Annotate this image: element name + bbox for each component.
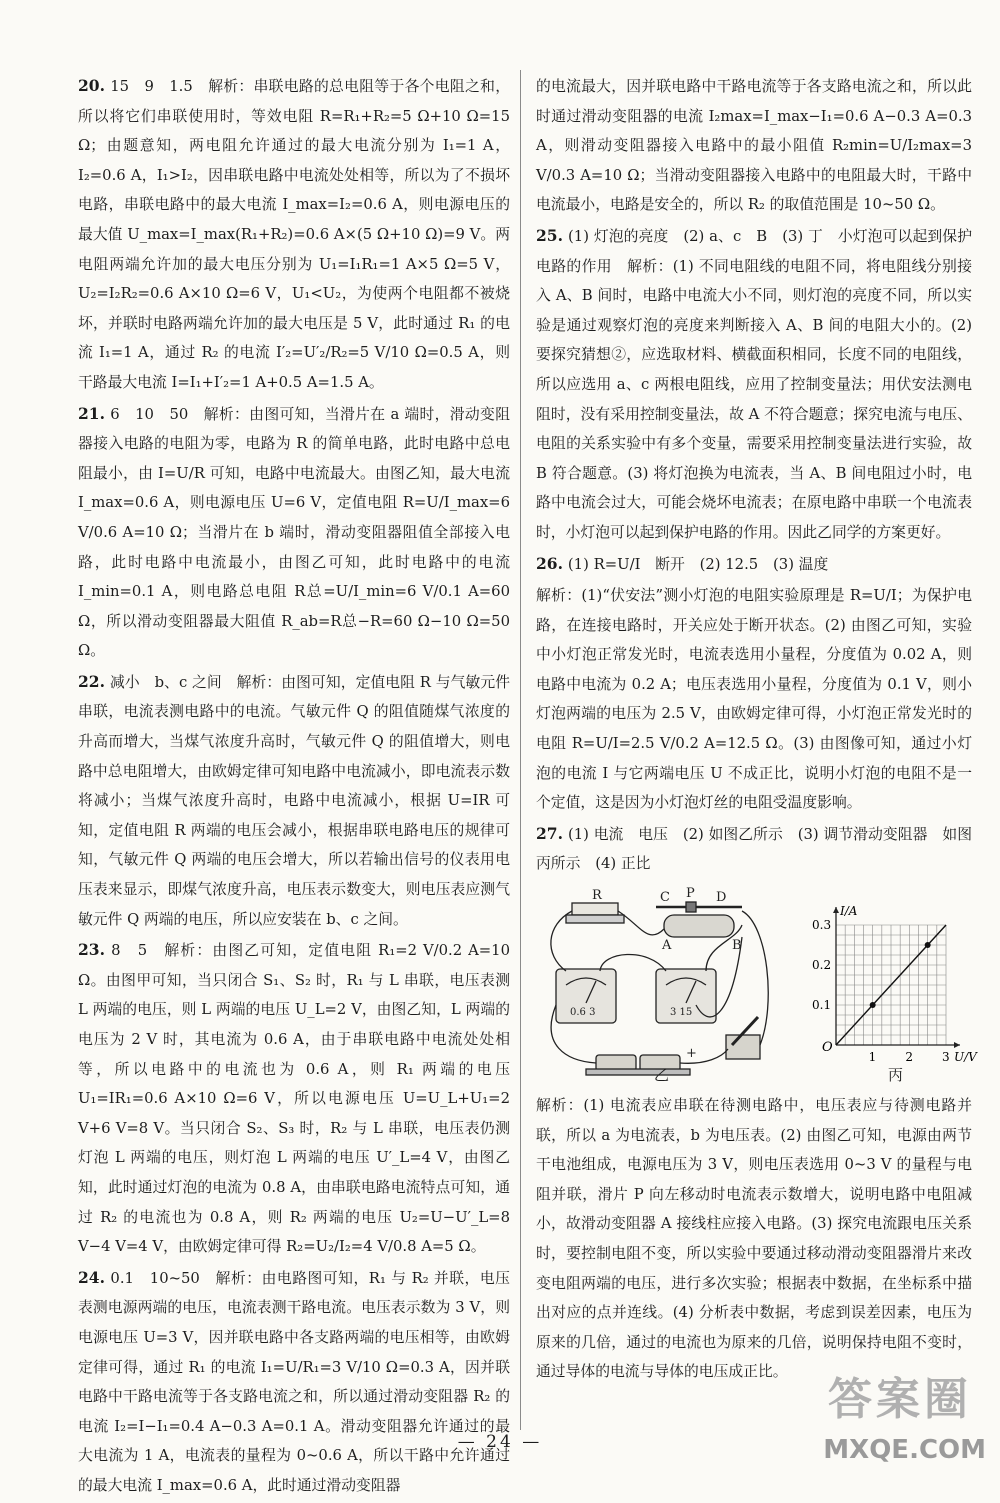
voltmeter-scale-label: 3 15: [670, 1007, 693, 1019]
y-axis-label: I/A: [840, 904, 858, 919]
question-number: 25.: [536, 225, 563, 245]
origin-label: O: [822, 1040, 833, 1056]
resistor-r: [572, 903, 618, 915]
x-tick-label: 3: [942, 1050, 950, 1065]
question-answer-text: (1) 电流 电压 (2) 如图乙所示 (3) 调节滑动变阻器 如图丙所示 (4) 正比: [536, 825, 972, 873]
question-27-analysis: [536, 1091, 972, 1387]
column-divider: [520, 70, 521, 1430]
question-number: 23.: [78, 940, 105, 960]
question-26: [536, 550, 972, 580]
y-tick-label: 0.2: [812, 958, 832, 973]
watermark-url: MXQE.COM: [823, 1435, 986, 1465]
data-point: [870, 1002, 876, 1008]
question-24-continued: [536, 72, 972, 220]
question-25: [536, 222, 972, 548]
figures-svg: [536, 885, 977, 1085]
label-r: R: [592, 888, 602, 904]
x-tick-label: 1: [868, 1050, 877, 1065]
battery-base: [586, 1069, 690, 1075]
watermark-logo: 答案圈: [828, 1374, 972, 1425]
label-c: C: [660, 890, 670, 906]
y-axis-arrow: [833, 907, 839, 913]
page-number: — 24 —: [457, 1432, 543, 1452]
data-point: [925, 942, 931, 948]
question-number: 21.: [78, 403, 105, 423]
figures-row: [536, 885, 977, 1085]
question-answer-text: 8 5 解析：由图乙可知，定值电阻 R₁=2 V/0.2 A=10 Ω。由图甲可知，当只闭合 S₁、S₂ 时，R₁ 与 L 串联，电压表测 L 两端的电压，则 L 两端的电压 U_L=2 V，由图乙知，L 两端的电压为 2 V 时，其电流为 0.6 A，由于串联电路中电流处处相等，所以电路中的电流也为 0.6 A，则 R₁ 两端的电压 U₁=IR₁=0.6 A×10 Ω=6 V，所以电源电压 U=U_L+U₁=2 V+6 V=8 V。当只闭合 S₂、S₃ 时，R₂ 与 L 串联，电压表仍测灯泡 L 两端的电压，则灯泡 L 两端的电压 U′_L=4 V，由图乙知，此时通过灯泡的电流为 0.8 A，由串联电路电流特点可知，通过 R₂ 的电流也为 0.8 A，则 R₂ 两端的电压 U₂=U−U′_L=8 V−4 V=4 V，由欧姆定律可得 R₂=U₂/I₂=4 V/0.8 A=5 Ω。: [78, 942, 510, 1256]
ammeter-scale-label: 0.6 3: [570, 1007, 596, 1019]
circuit-diagram: [551, 902, 768, 1075]
resistor-base: [566, 915, 624, 923]
x-tick-label: 2: [905, 1050, 913, 1065]
question-number: 24.: [78, 1267, 105, 1287]
label-p: P: [686, 886, 695, 902]
y-tick-label: 0.3: [812, 918, 832, 933]
label-d: D: [716, 890, 727, 906]
question-22: [78, 668, 510, 934]
question-20: [78, 72, 510, 398]
wire: [742, 911, 768, 1045]
question-answer-text: 6 10 50 解析：由图可知，当滑片在 a 端时，滑动变阻器接入电路的电阻为零，电路为 R 的简单电路，此时电路中总电阻最小，由 I=U/R 可知，电路中电流最大。由图乙知，最大电流 I_max=0.6 A，则电源电压 U=6 V，定值电阻 R=U/I_max=6 V/0.6 A=10 Ω；当滑片在 b 端时，滑动变阻器阻值全部接入电路，此时电路中电流最小，由图乙可知，此时电路中的电流 I_min=0.1 A，则电路总电阻 R总=U/I_min=6 V/0.1 A=60 Ω，所以滑动变阻器最大阻值 R_ab=R总−R=60 Ω−10 Ω=50 Ω。: [78, 405, 510, 660]
question-26-analysis: [536, 581, 972, 818]
figure-caption-bing: 丙: [888, 1066, 904, 1085]
left-column: [78, 72, 510, 1503]
label-b: B: [732, 938, 742, 954]
question-23: [78, 936, 510, 1262]
y-tick-label: 0.1: [812, 998, 832, 1013]
question-24: [78, 1264, 510, 1501]
current-voltage-graph: [812, 904, 978, 1064]
x-axis-arrow: [954, 1042, 960, 1048]
question-number: 26.: [536, 553, 563, 573]
question-analysis-text: 解析：(1)“伏安法”测小灯泡的电阻实验原理是 R=U/I；为保护电路，在连接电路时，开关应处于断开状态。(2) 由图乙可知，实验中小灯泡正常发光时，电流表选用小量程，分度值为 0.02 A，则电路中电流为 0.2 A；电压表选用小量程，分度值为 0.1 V，则小灯泡两端的电压为 2.5 V，由欧姆定律可得，小灯泡正常发光时的电阻 R=U/I=2.5 V/0.2 A=12.5 Ω。(3) 由图像可知，通过小灯泡的电流 I 与它两端电压 U 不成正比，说明小灯泡的电阻不是一个定值，这是因为小灯泡灯丝的电阻受温度影响。: [536, 587, 973, 812]
battery-plus-label: +: [686, 1046, 697, 1062]
rheostat-slider: [686, 902, 696, 912]
wire: [618, 911, 664, 935]
question-answer-text: 0.1 10~50 解析：由电路图可知，R₁ 与 R₂ 并联，电压表测电源两端的电压，电流表测干路电流。电压表示数为 3 V，则电源电压 U=3 V，因并联电路中各支路两端的电压相等，由欧姆定律可得，通过 R₁ 的电流 I₁=U/R₁=3 V/10 Ω=0.3 A，因并联电路中干路电流等于各支路电流之和，所以通过滑动变阻器 R₂ 的电流 I₂=I−I₁=0.4 A−0.3 A=0.1 A。滑动变阻器允许通过的最大电流为 1 A，电流表的量程为 0~0.6 A，所以干路中允许通过的最大电流 I_max=0.6 A，此时通过滑动变阻器: [78, 1269, 510, 1494]
right-column: [536, 72, 977, 1389]
x-axis-label: U/V: [954, 1050, 977, 1065]
question-analysis-text: 解析：(1) 电流表应串联在待测电路中，电压表应与待测电路并联，所以 a 为电流表，b 为电压表。(2) 由图乙可知，电源由两节干电池组成，电源电压为 3 V，则电压表选用 0~3 V 的量程与电阻并联，滑片 P 向左移动时电流表示数增大，说明电路中电阻减小，故滑动变阻器 A 接线柱应接入电路。(3) 探究电流跟电压关系时，要控制电阻不变，所以实验中要通过移动滑动变阻器滑片来改变电阻两端的电压，进行多次实验；根据表中数据，在坐标系中描出对应的点并连线。(4) 分析表中数据，考虑到误差因素，电压为原来的几倍，通过的电流也为原来的几倍，说明保持电阻不变时，通过导体的电流与导体的电压成正比。: [536, 1097, 972, 1381]
question-answer-text: 减小 b、c 之间 解析：由图可知，定值电阻 R 与气敏元件串联，电流表测电路中的电流。气敏元件 Q 的阻值随煤气浓度的升高而增大，当煤气浓度升高时，气敏元件 Q 的阻值增大，则电路中总电阻增大，由欧姆定律可知电路中电流减小，即电流表示数将减小；当煤气浓度升高时，电路中电流减小，根据 U=IR 可知，定值电阻 R 两端的电压会减小，根据串联电路电压的规律可知，气敏元件 Q 两端的电压会增大，所以若输出信号的仪表用电压表来显示，即煤气浓度升高，电压表示数变大，则电压表应测气敏元件 Q 两端的电压，所以应安装在 b、c 之间。: [78, 673, 510, 928]
question-number: 22.: [78, 671, 105, 691]
question-number: 20.: [78, 76, 105, 95]
question-number: 27.: [536, 823, 563, 843]
question-answer-text: 15 9 1.5 解析：串联电路的总电阻等于各个电阻之和，所以将它们串联使用时，等效电阻 R=R₁+R₂=5 Ω+10 Ω=15 Ω；由题意知，两电阻允许通过的最大电流分别为 I₁=1 A，I₂=0.6 A，I₁>I₂，因串联电路中电流处处相等，所以为了不损坏电路，串联电路中的最大电流 I_max=I₂=0.6 A，则电源电压的最大值 U_max=I_max(R₁+R₂)=0.6 A×(5 Ω+10 Ω)=9 V。两电阻两端允许加的最大电压分别为 U₁=I₁R₁=1 A×5 Ω=5 V，U₂=I₂R₂=0.6 A×10 Ω=6 V，U₁<U₂，为使两个电阻都不被烧坏，并联时电路两端允许加的最大电压是 5 V，此时通过 R₁ 的电流 I₁=1 A，通过 R₂ 的电流 I′₂=U′₂/R₂=5 V/10 Ω=0.5 A，则干路最大电流 I=I₁+I′₂=1 A+0.5 A=1.5 A。: [78, 78, 510, 391]
question-21: [78, 400, 510, 666]
question-27: [536, 820, 972, 879]
question-answer-text: 的电流最大，因并联电路中干路电流等于各支路电流之和，所以此时通过滑动变阻器的电流 I₂max=I_max−I₁=0.6 A−0.3 A=0.3 A，则滑动变阻器接入电路中的最小阻值 R₂min=U/I₂max=3 V/0.3 A=10 Ω；当滑动变阻器接入电路中的电阻最大时，干路中电流最小，电路是安全的，所以 R₂ 的取值范围是 10~50 Ω。: [536, 78, 972, 214]
rheostat-coil: [664, 915, 734, 937]
figure-caption-yi: 乙: [654, 1066, 670, 1085]
question-answer-text: (1) R=U/I 断开 (2) 12.5 (3) 温度: [567, 555, 829, 573]
question-answer-text: (1) 灯泡的亮度 (2) a、c B (3) 丁 小灯泡可以起到保护电路的作用 解析：(1) 不同电阻线的电阻不同，将电阻线分别接入 A、B 间时，电路中电流大小不同，则灯泡的亮度不同，所以实验是通过观察灯泡的亮度来判断接入 A、B 间的电阻大小的。(2) 要探究猜想②，应选取材料、横截面积相同，长度不同的电阻线，所以应选用 a、c 两根电阻线，应用了控制变量法；用伏安法测电阻时，没有采用控制变量法，故 A 不符合题意；探究电流与电压、电阻的关系实验中有多个变量，需要采用控制变量法进行实验，故 B 符合题意。(3) 将灯泡换为电流表，当 A、B 间电阻过小时，电路中电流会过大，可能会烧坏电流表；在原电路中串联一个电流表时，小灯泡可以起到保护电路的作用。因此乙同学的方案更好。: [536, 227, 972, 541]
switch-base: [726, 1035, 760, 1059]
label-a: A: [662, 938, 672, 954]
